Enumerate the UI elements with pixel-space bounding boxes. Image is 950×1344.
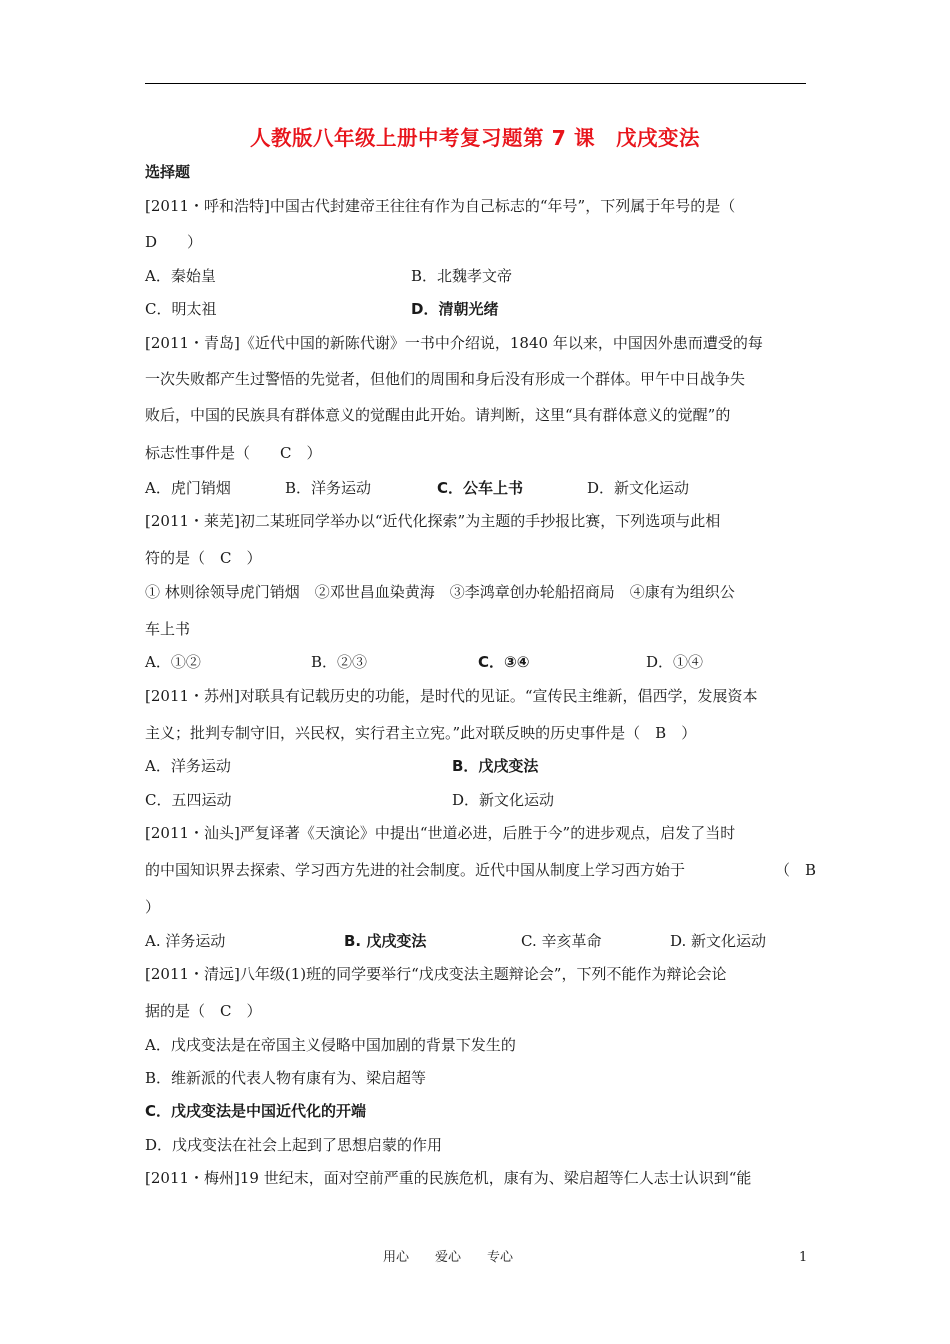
option: B．维新派的代表人物有康有为、梁启超等 xyxy=(145,1069,427,1087)
question-text: 据的是（ C ） xyxy=(145,1002,262,1020)
question-text: 符的是（ C ） xyxy=(145,549,262,567)
option: D．①④ xyxy=(646,653,704,671)
question-text: 败后，中国的民族具有群体意义的觉醒由此开始。请判断，这里“具有群体意义的觉醒”的 xyxy=(145,406,731,424)
question-text: [2011・梅州]19 世纪末，面对空前严重的民族危机，康有为、梁启超等仁人志士认识到“能 xyxy=(145,1169,752,1187)
option-correct: B. 戊戌变法 xyxy=(344,932,427,950)
option: D．新文化运动 xyxy=(452,791,555,809)
answer-mark: D ） xyxy=(145,233,203,251)
question-text: [2011・青岛]《近代中国的新陈代谢》一书中介绍说，1840 年以来，中国因外患而遭受的每 xyxy=(145,334,763,352)
answer-mark: （ B xyxy=(775,861,817,879)
option: D．戊戌变法在社会上起到了思想启蒙的作用 xyxy=(145,1136,443,1154)
question-text: [2011・清远]八年级(1)班的同学要举行“戊戌变法主题辩论会”，下列不能作为辩论会论 xyxy=(145,965,727,983)
question-text: [2011・呼和浩特]中国古代封建帝王往往有作为自己标志的“年号”，下列属于年号的是（ xyxy=(145,197,736,215)
answer-mark: ） xyxy=(145,898,161,916)
option: C. 辛亥革命 xyxy=(521,932,602,950)
question-text: 车上书 xyxy=(145,620,191,638)
option: A．虎门销烟 xyxy=(145,479,231,497)
question-text: 一次失败都产生过警悟的先觉者，但他们的周围和身后没有形成一个群体。甲午中日战争失 xyxy=(145,370,746,388)
option: A．秦始皇 xyxy=(145,267,216,285)
question-text: 标志性事件是（ C ） xyxy=(145,444,322,462)
option: C．五四运动 xyxy=(145,791,232,809)
option: B．②③ xyxy=(311,653,368,671)
option: A．戊戌变法是在帝国主义侵略中国加剧的背景下发生的 xyxy=(145,1036,516,1054)
question-text: [2011・汕头]严复译著《天演论》中提出“世道必进，后胜于今”的进步观点，启发了当时 xyxy=(145,824,736,842)
question-text: [2011・莱芜]初二某班同学举办以“近代化探索”为主题的手抄报比赛，下列选项与此相 xyxy=(145,512,721,530)
option-correct: C．公车上书 xyxy=(437,479,524,497)
option: C．明太祖 xyxy=(145,300,217,318)
question-text: 的中国知识界去探索、学习西方先进的社会制度。近代中国从制度上学习西方始于 xyxy=(145,861,686,879)
option-correct: D．清朝光绪 xyxy=(411,300,499,318)
option: B．洋务运动 xyxy=(285,479,372,497)
option: B．北魏孝文帝 xyxy=(411,267,513,285)
page-number: 1 xyxy=(799,1250,808,1265)
option-correct: C．戊戌变法是中国近代化的开端 xyxy=(145,1102,367,1120)
option: D. 新文化运动 xyxy=(670,932,767,950)
option: D．新文化运动 xyxy=(587,479,690,497)
header-rule xyxy=(145,83,806,84)
option-correct: C．③④ xyxy=(478,653,530,671)
question-text: [2011・苏州]对联具有记载历史的功能，是时代的见证。“宣传民主维新，倡西学，发展资本 xyxy=(145,687,758,705)
option: A. 洋务运动 xyxy=(145,932,226,950)
section-heading: 选择题 xyxy=(145,163,191,181)
page-title: 人教版八年级上册中考复习题第 7 课 戊戌变法 xyxy=(249,126,701,150)
question-text: ① 林则徐领导虎门销烟 ②邓世昌血染黄海 ③李鸿章创办轮船招商局 ④康有为组织公 xyxy=(145,583,735,601)
option: A．①② xyxy=(145,653,201,671)
option: A．洋务运动 xyxy=(145,757,231,775)
footer-motto: 用心 爱心 专心 xyxy=(383,1250,514,1265)
question-text: 主义；批判专制守旧，兴民权，实行君主立宪。”此对联反映的历史事件是（ B ） xyxy=(145,724,697,742)
option-correct: B．戊戌变法 xyxy=(452,757,539,775)
